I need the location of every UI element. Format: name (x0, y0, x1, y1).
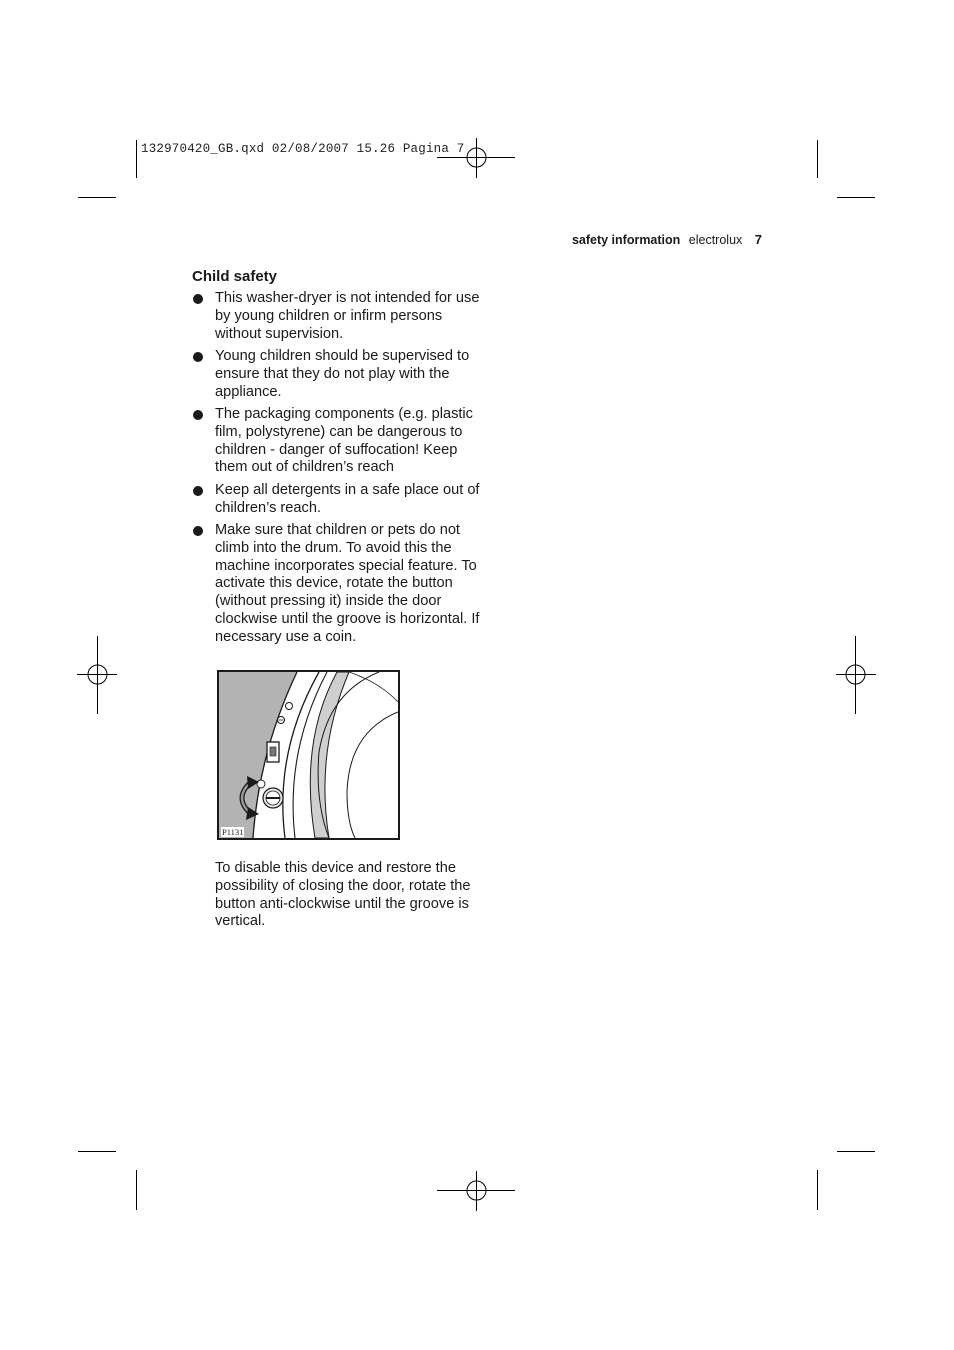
bullet-icon (193, 410, 203, 420)
bullet-icon (193, 294, 203, 304)
print-slug: 132970420_GB.qxd 02/08/2007 15.26 Pagina 7 (141, 142, 465, 156)
figure-code: P1131 (222, 827, 244, 837)
crop-mark (78, 197, 116, 198)
crop-mark (817, 140, 818, 178)
crop-mark (817, 1170, 818, 1210)
section-title: safety information (571, 233, 681, 247)
bullet-icon (193, 352, 203, 362)
list-item-text: Make sure that children or pets do not climb into the drum. To avoid this the machine incorporates special feature. To activate this device, rotate the button (without pressing it) inside the door clockwise until the groove is horizontal. If necessary use a coin. (215, 521, 480, 645)
bullet-list (192, 290, 482, 651)
bullet-icon (193, 526, 203, 536)
disable-instructions: To disable this device and restore the possibility of closing the door, rotate the button anti-clockwise until the groove is vertical. (215, 860, 471, 930)
list-item (192, 482, 482, 518)
registration-mark-icon (77, 636, 117, 714)
list-item-text: The packaging components (e.g. plastic film, polystyrene) can be dangerous to children - danger of suffocation! Keep them out of children’s reach (215, 405, 473, 476)
list-item (192, 522, 482, 647)
crop-mark (136, 1170, 137, 1210)
section-heading: Child safety (192, 268, 278, 285)
list-item-text: Young children should be supervised to ensure that they do not play with the appliance. (215, 347, 470, 400)
crop-mark (837, 197, 875, 198)
crop-mark (78, 1151, 116, 1152)
door-lock-illustration (217, 670, 400, 840)
lock-button-icon (263, 788, 283, 808)
page-number: 7 (754, 232, 762, 247)
registration-mark-icon (836, 636, 876, 714)
page-header (572, 232, 762, 247)
list-item (192, 406, 482, 477)
list-item-text: This washer-dryer is not intended for use by young children or infirm persons without supervision. (215, 290, 480, 342)
crop-mark (837, 1151, 875, 1152)
registration-mark-icon (437, 1171, 517, 1211)
door-illustration (219, 672, 398, 838)
bullet-icon (193, 486, 203, 496)
list-item-text: Keep all detergents in a safe place out of children’s reach. (215, 481, 480, 516)
list-item (192, 290, 482, 343)
brand-name: electrolux (688, 233, 743, 247)
list-item (192, 348, 482, 401)
crop-mark (136, 140, 137, 178)
